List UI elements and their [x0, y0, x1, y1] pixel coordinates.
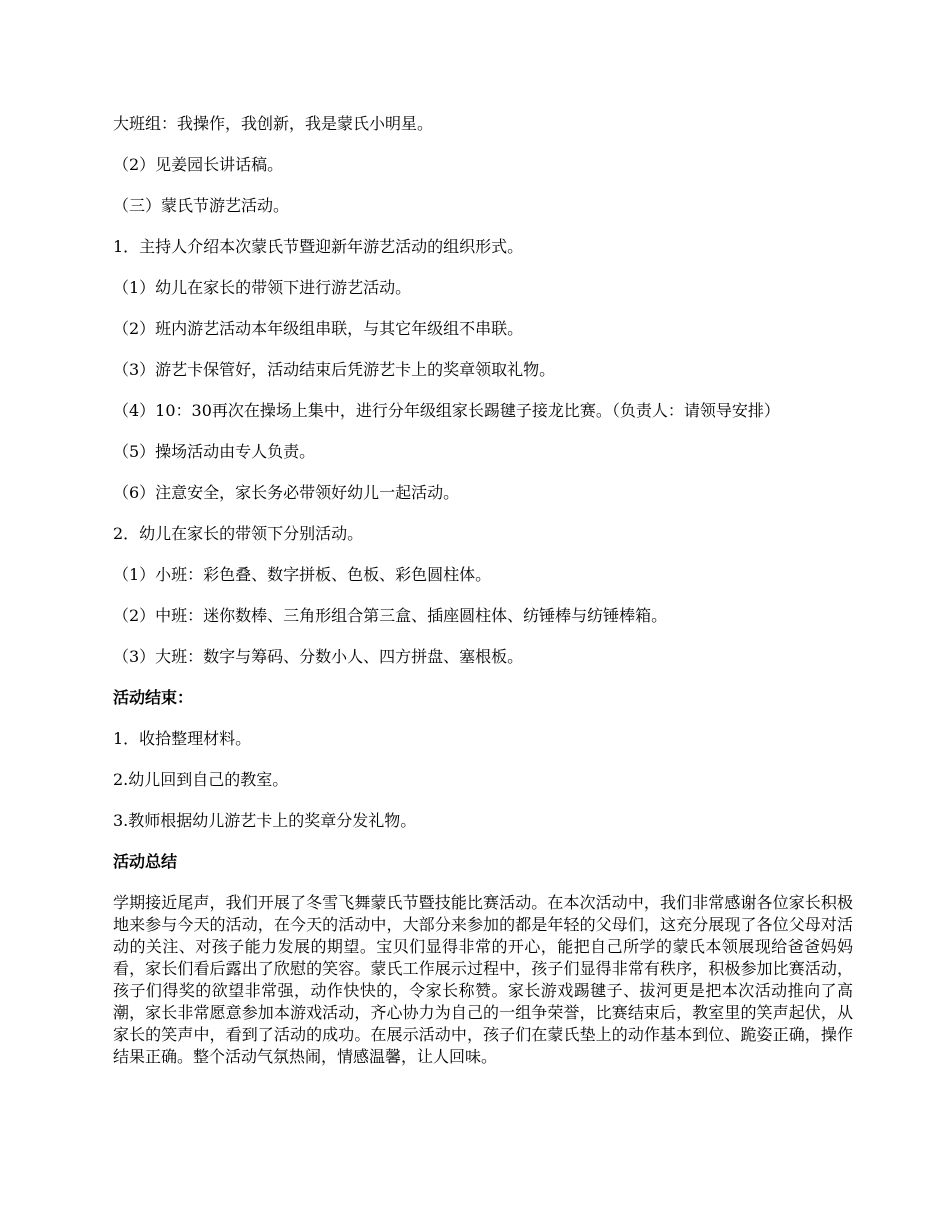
ending-item: 3.教师根据幼儿游艺卡上的奖章分发礼物。: [113, 811, 417, 830]
text-line: （三）蒙氏节游艺活动。: [113, 196, 290, 215]
text-line: （3）游艺卡保管好，活动结束后凭游艺卡上的奖章领取礼物。: [113, 360, 556, 379]
summary-heading: 活动总结: [113, 852, 178, 871]
text-line: （4）10：30再次在操场上集中，进行分年级组家长踢毽子接龙比赛。（负责人：请领导安排）: [113, 401, 780, 420]
ending-item: 2.幼儿回到自己的教室。: [113, 770, 289, 789]
text-line: （3）大班：数字与筹码、分数小人、四方拼盘、塞根板。: [113, 647, 524, 666]
text-line: （2）见姜园长讲话稿。: [113, 155, 284, 174]
ending-heading: 活动结束：: [113, 688, 194, 707]
text-line: 1．主持人介绍本次蒙氏节暨迎新年游艺活动的组织形式。: [113, 237, 524, 256]
text-line: （1）幼儿在家长的带领下进行游艺活动。: [113, 278, 412, 297]
document-page: [113, 113, 853, 1068]
text-line: 大班组：我操作，我创新，我是蒙氏小明星。: [113, 114, 434, 133]
text-line: （1）小班：彩色叠、数字拼板、色板、彩色圆柱体。: [113, 565, 492, 584]
summary-paragraph: 学期接近尾声，我们开展了冬雪飞舞蒙氏节暨技能比赛活动。在本次活动中，我们非常感谢各位家长积极地来参与今天的活动，在今天的活动中，大部分来参加的都是年轻的父母们，这充分展现了各位父母对活动的关注、对孩子能力发展的期望。宝贝们显得非常的开心，能把自己所学的蒙氏本领展现给爸爸妈妈看，家长们看后露出了欣慰的笑容。蒙氏工作展示过程中，孩子们显得非常有秩序，积极参加比赛活动，孩子们得奖的欲望非常强，动作快快的，令家长称赞。家长游戏踢毽子、拔河更是把本次活动推向了高潮，家长非常愿意参加本游戏活动，齐心协力为自己的一组争荣誉，比赛结束后，教室里的笑声起伏，从家长的笑声中，看到了活动的成功。在展示活动中，孩子们在蒙氏垫上的动作基本到位、跪姿正确，操作结果正确。整个活动气氛热闹，情感温馨，让人回味。: [113, 893, 853, 1066]
text-line: （2）班内游艺活动本年级组串联，与其它年级组不串联。: [113, 319, 524, 338]
text-line: （6）注意安全，家长务必带领好幼儿一起活动。: [113, 483, 460, 502]
ending-item: 1．收拾整理材料。: [113, 729, 252, 748]
text-line: （5）操场活动由专人负责。: [113, 442, 316, 461]
text-line: （2）中班：迷你数棒、三角形组合第三盒、插座圆柱体、纺锤棒与纺锤棒箱。: [113, 606, 668, 625]
text-line: 2．幼儿在家长的带领下分别活动。: [113, 524, 364, 543]
